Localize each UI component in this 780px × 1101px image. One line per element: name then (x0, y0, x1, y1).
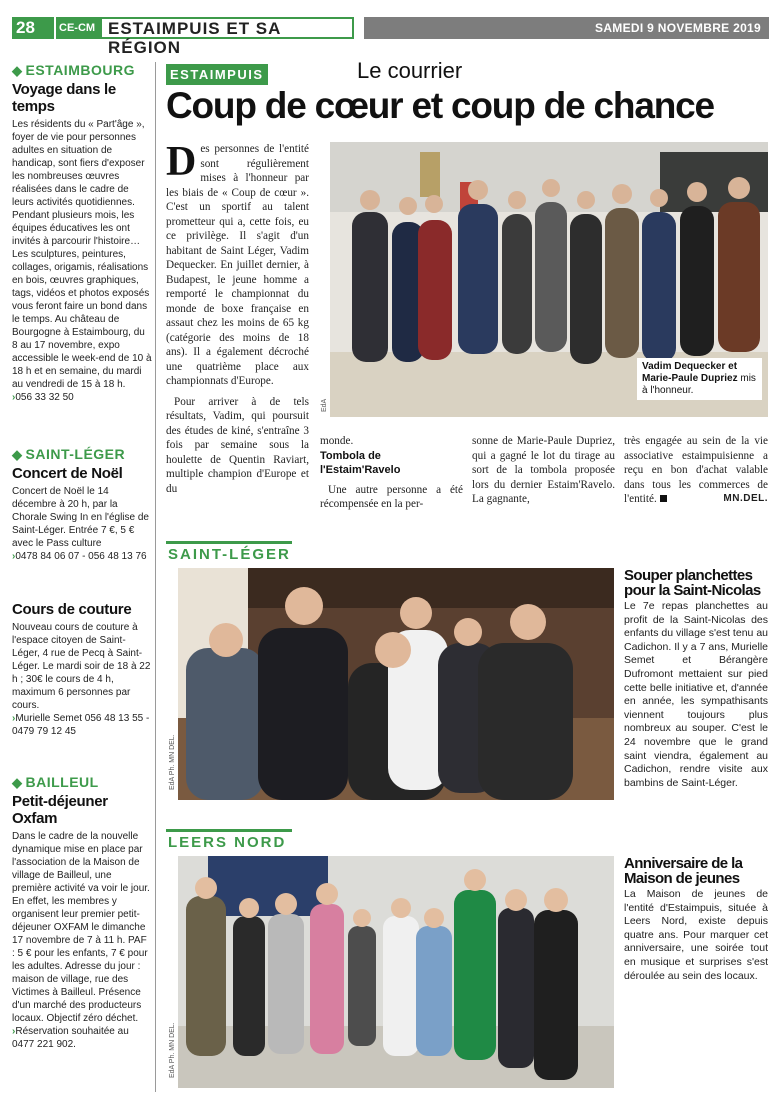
story-title: Souper planchettes pour la Saint-Nicolas (624, 567, 761, 599)
story-leers-nord (624, 856, 768, 983)
article-column-4 (624, 434, 768, 507)
article-column-1 (166, 139, 309, 496)
brief-town: ◆ SAINT-LÉGER (12, 446, 126, 462)
issue-date: SAMEDI 9 NOVEMBRE 2019 (364, 17, 769, 39)
brief-title: Voyage dans le temps (12, 81, 116, 115)
article-column-2 (320, 434, 463, 512)
brief-contact: ›Réservation souhaitée au 0477 221 902. (12, 1026, 129, 1050)
brief-body: Concert de Noël le 14 décembre à 20 h, par la Chorale Swing In en l'église de Saint-Léger. Entrée 7 €, 5 € avec le Pass culture (12, 486, 149, 549)
brief-town: ◆ BAILLEUL (12, 774, 99, 790)
brief-title: Petit-déjeuner Oxfam (12, 793, 108, 827)
brief-cours-couture (12, 601, 152, 738)
article-paragraph: Une autre personne a été récompensée en la per- (320, 483, 463, 510)
brief-town: ◆ ESTAIMBOURG (12, 62, 135, 78)
arrow-bullet-icon: › (12, 392, 16, 403)
article-paragraph: monde. (320, 435, 354, 447)
diamond-bullet-icon: ◆ (12, 447, 23, 462)
arrow-bullet-icon: › (12, 713, 16, 724)
brief-body: Nouveau cours de couture à l'espace citoyen de Saint-Léger, 4 rue de Pecq à Saint-Léger. Le mardi soir de 18 à 22 h ; 30€ le cours de 4 h, maximum 6 personnes par cours. (12, 622, 151, 711)
article-signature: MN.DEL. (723, 493, 768, 504)
arrow-bullet-icon: › (12, 1026, 16, 1037)
brief-title: Cours de couture (12, 601, 132, 618)
leers-nord-photo (178, 856, 614, 1088)
drop-cap: D (166, 139, 197, 185)
article-lead: es personnes de l'entité sont régulièrement mises à l'honneur par les biais de « Coup de cœur ». C'est un sportif au talent prometteur qui a, cette fois, eu ce privilège. Il s'agit d'un habitant de Saint Léger, Vadim Dequecker. En juillet dernier, à Budapest, le jeune homme a remporté le championnat du monde de boxe française en assaut chez les moins de 65 kg (catégorie des moins de 18 ans). Il a également décroché une quatrième place aux championnats d'Europe. (166, 143, 309, 387)
article-column-3 (472, 434, 615, 507)
story-body: La Maison de jeunes de l'entité d'Estaimpuis, située à Leers Nord, existe depuis quatre ans. Pour marquer cet anniversaire, une soirée tout en musique et surprises s'est déroulée au sein des locaux. (624, 888, 768, 982)
brief-estaimbourg (12, 62, 152, 404)
article-paragraph: sonne de Marie-Paule Dupriez, qui a gagné le lot du tirage au sort de la tombola proposée lors du dernier Estaim'Ravelo. La gagnante, (472, 435, 615, 505)
photo-caption: Vadim Dequecker et Marie-Paule Dupriez mis à l'honneur. (637, 358, 762, 400)
article-paragraph: Pour arriver à de tels résultats, Vadim, qui poursuit des études de kiné, s'entraîne 3 fois par semaine sous la houlette de Quentin Raviart, multiple champion d'Europe et du (166, 395, 309, 495)
brief-contact: ›Murielle Semet 056 48 13 55 - 0479 79 12 45 (12, 713, 150, 737)
brief-body: Les résidents du « Part'âge », foyer de vie pour personnes adultes en situation de handicap, sont fiers d'exposer les nombreuses œuvres réalisées dans le cadre de leurs activités quotidiennes. Pendant plusieurs mois, les équipes éducatives les ont invités à parcourir l'histoire… Les sculptures, peintures, collages, origamis, réalisations en bois, œuvres graphiques, tags, vidéos et photos exposés vous feront faire un bond dans le temps. Au château de Bourgogne à Estaimbourg, du 8 au 17 novembre, expo accessible le week-end de 10 à 18 h et en semaine, du mardi au vendredi de 15 à 18 h. (12, 119, 152, 390)
end-square-icon (660, 495, 667, 502)
photo-credit: EdA Ph. MN DEL. (169, 734, 176, 790)
photo-credit: EdA Ph. MN DEL. (169, 1022, 176, 1078)
story-saint-leger (624, 568, 768, 790)
story-body: Le 7e repas planchettes au profit de la Saint-Nicolas des enfants du village s'est tenu au Cadichon. Il y a 7 ans, Murielle Semet et Bérangère Dufromont mettaient sur pied cette belle initiative et, d'année en année, les sympathisants viennent toujours plus nombreux au souper. C'est le 24 novembre que le grand saint viendra, également au Cadichon, rendre visite aux bambins de Saint-Léger. (624, 600, 768, 789)
dinner-group-illustration (178, 568, 614, 800)
article-paragraph: très engagée au sein de la vie associative estaimpuisienne a reçu en bon d'achat valable dans tous les commerces de l'entité. MN.DEL. (624, 435, 768, 505)
column-divider (155, 62, 156, 1092)
brief-contact: ›056 33 32 50 (12, 392, 74, 403)
page-header (12, 17, 769, 57)
photo-credit: EdA (321, 398, 328, 412)
section-title: ESTAIMPUIS ET SA RÉGION (102, 17, 354, 39)
saint-leger-photo (178, 568, 614, 800)
article-headline: Coup de cœur et coup de chance (166, 85, 714, 126)
article-kicker: ESTAIMPUIS (166, 64, 268, 85)
arrow-bullet-icon: › (12, 551, 16, 562)
page-number: 28 (12, 17, 54, 39)
brief-title: Concert de Noël (12, 465, 123, 482)
brief-contact: ›0478 84 06 07 - 056 48 13 76 (12, 551, 147, 562)
section-label-saint-leger: SAINT-LÉGER (166, 541, 292, 562)
youth-group-illustration (178, 856, 614, 1088)
diamond-bullet-icon: ◆ (12, 63, 23, 78)
brief-saint-leger-concert (12, 446, 152, 563)
article-overline: Le courrier (357, 58, 463, 83)
brief-bailleul (12, 774, 152, 1051)
story-title: Anniversaire de la Maison de jeunes (624, 855, 743, 887)
edition-tag: CE-CM (56, 17, 102, 39)
section-label-leers-nord: LEERS NORD (166, 829, 292, 850)
brief-body: Dans le cadre de la nouvelle dynamique mise en place par l'association de la Maison de village de Bailleul, une première activité va voir le jour. En effet, les membres y organisent leur premier petit-déjeuner OXFAM le dimanche 17 novembre de 7 à 11 h. PAF : 5 € pour les enfants, 7 € pour les adultes. Adresse du jour : maison de village, rue des Victimes à Bailleul. Présence d'un marché des producteurs locaux. Objectif zéro déchet. (12, 831, 150, 1024)
diamond-bullet-icon: ◆ (12, 775, 23, 790)
article-subhead: Tombola de l'Estaim'Ravelo (320, 449, 401, 476)
